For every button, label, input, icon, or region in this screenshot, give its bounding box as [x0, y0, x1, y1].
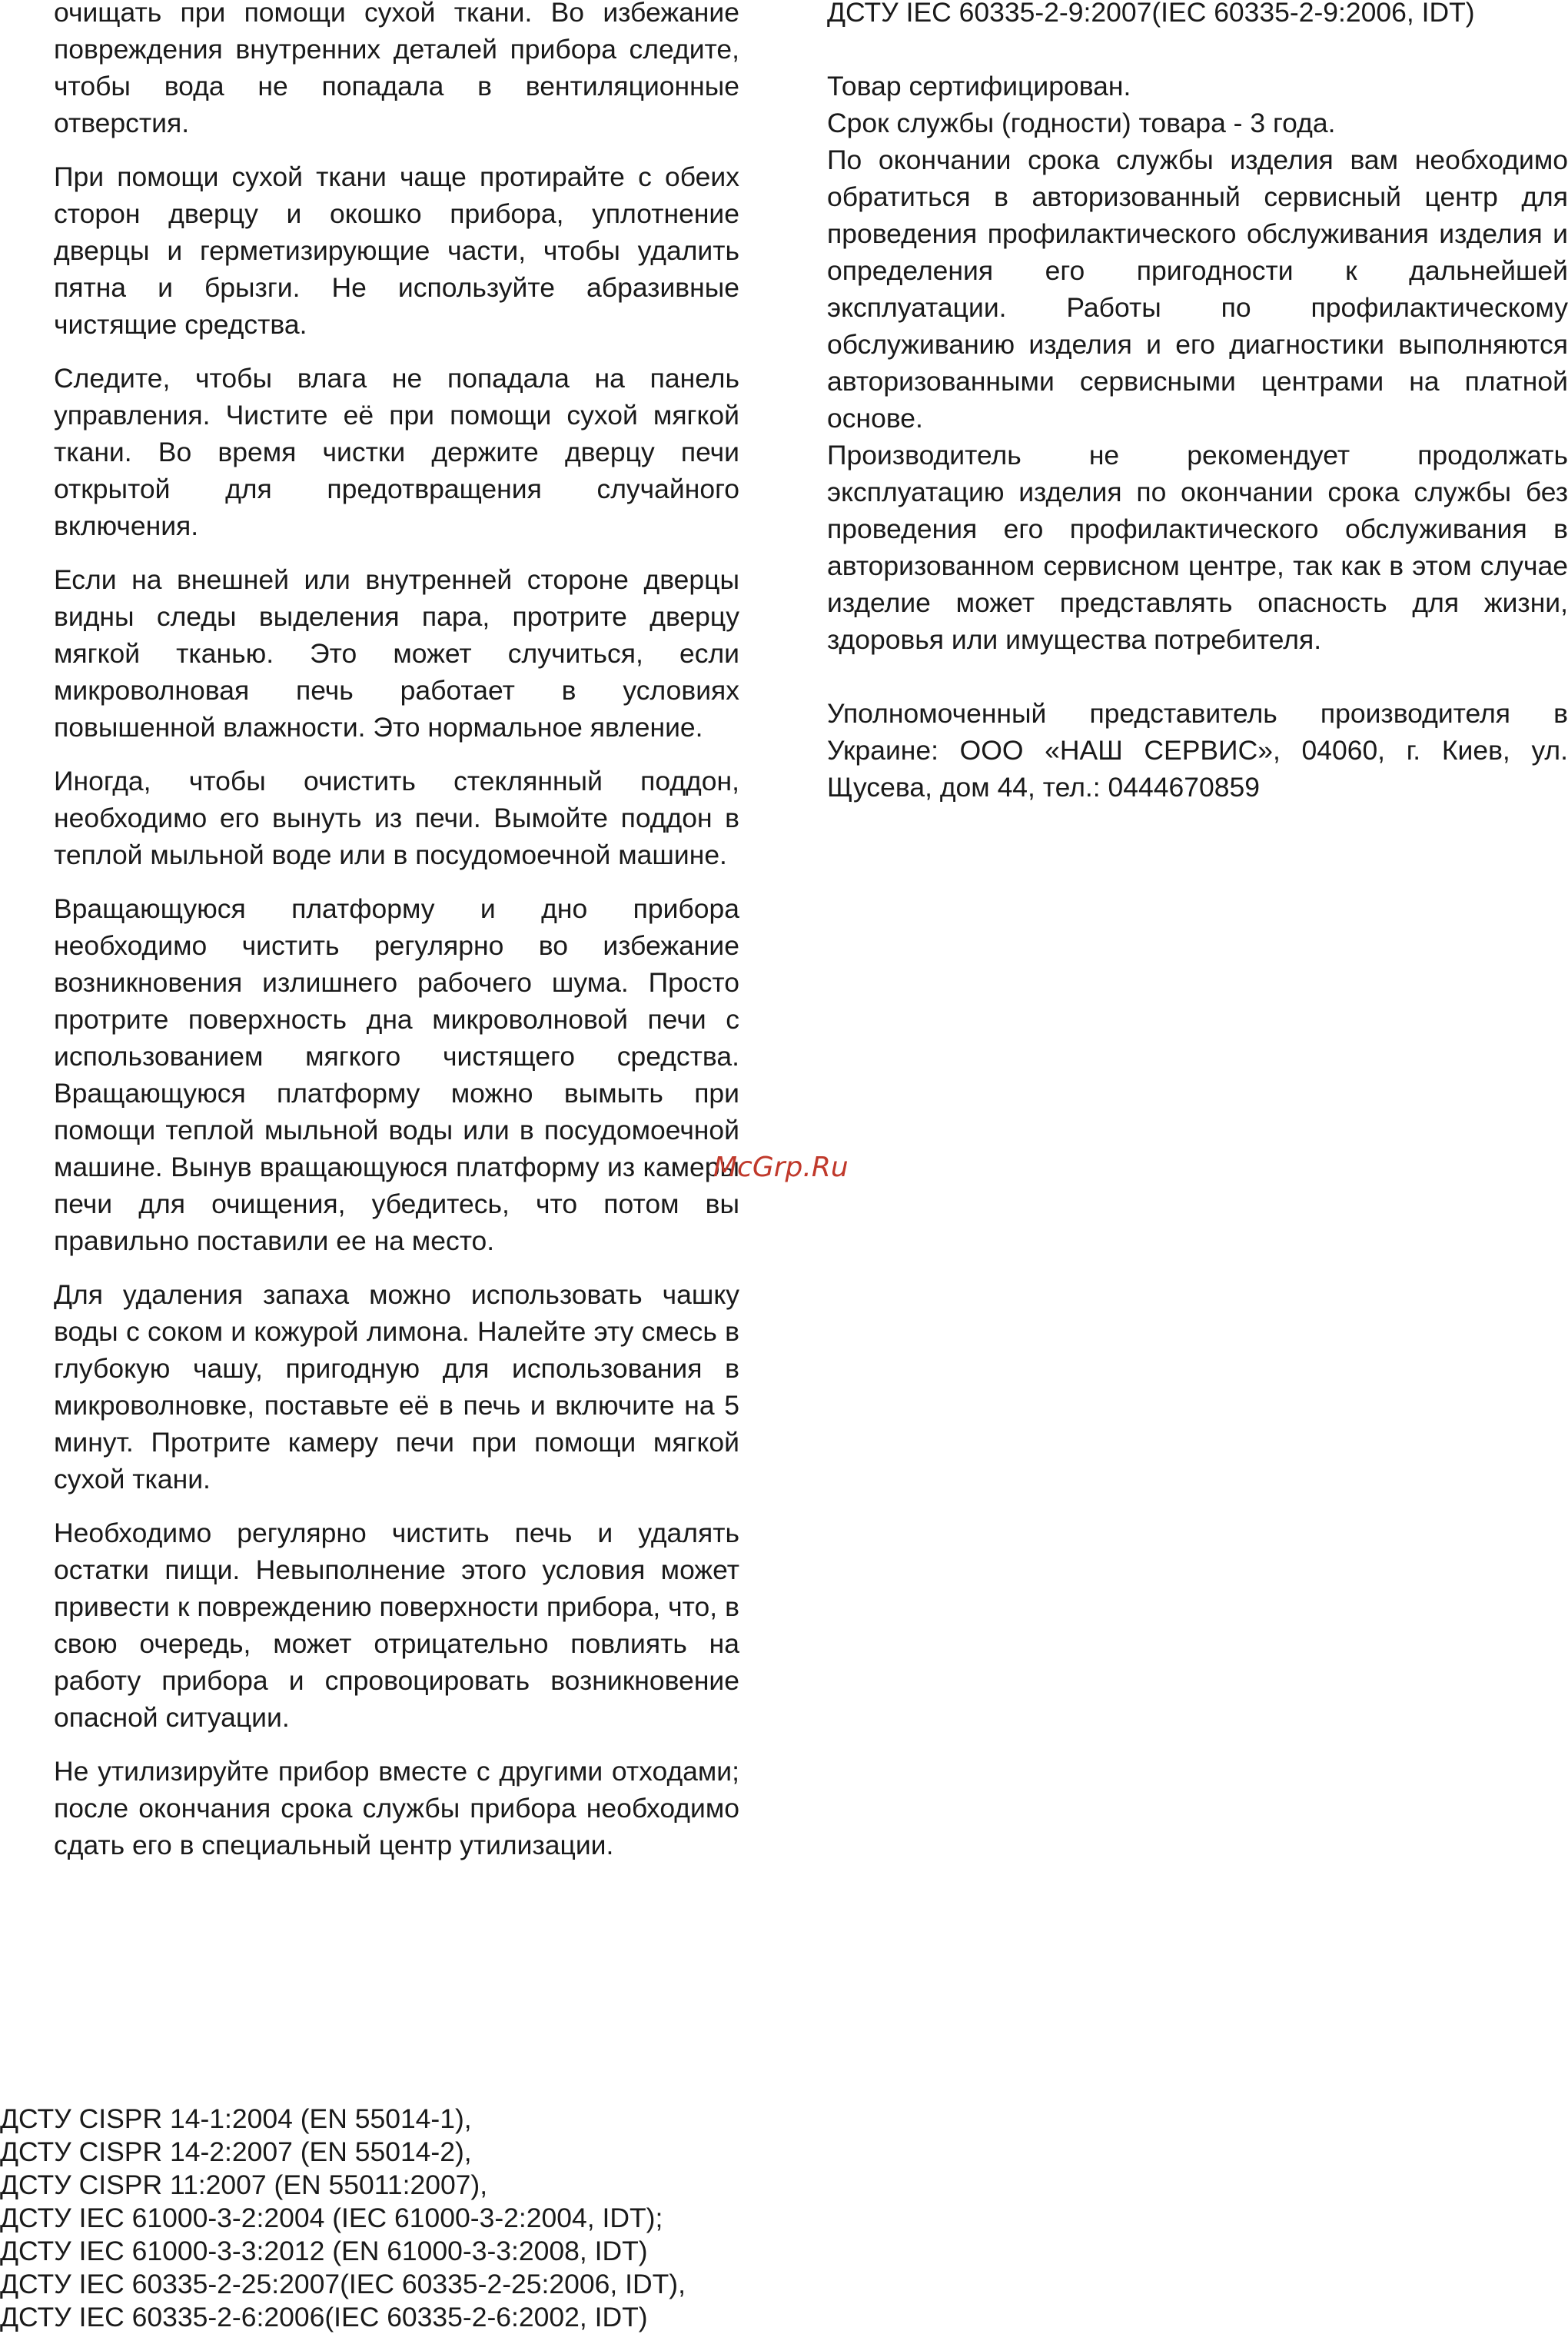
paragraph-manufacturer-warning: Производитель не рекомендует продолжать эксплуатацию изделия по окончании срока службы без проведения его профилактического обслуживания в авторизованном сервисном центре, так как в этом случае изделие может представлять опасность для жизни, здоровья или имущества потребителя.	[827, 440, 1568, 655]
spacer	[827, 31, 1568, 68]
left-text-column	[54, 0, 739, 1864]
standard-line-continued: ДСТУ IEC 60335-2-9:2007(IEC 60335-2-9:2006, IDT)	[827, 0, 1475, 28]
standards-list	[0, 2103, 769, 2334]
paragraph-glass-tray: Иногда, чтобы очистить стеклянный поддон, необходимо его вынуть из печи. Вымойте поддон в теплой мыльной воде или в посудомоечной машине.	[54, 766, 739, 870]
paragraph-after-service-life: По окончании срока службы изделия вам необходимо обратиться в авторизованный сервисный центр для проведения профилактического обслуживания изделия и определения его пригодности к дальнейшей эксплуатации. Работы по профилактическому обслуживанию изделия и его диагностики выполняются авторизованными сервисными центрами на платной основе.	[827, 145, 1568, 434]
service-life-text: Срок службы (годности) товара - 3 года.	[827, 108, 1336, 138]
standard-line: ДСТУ CISPR 14-2:2007 (EN 55014-2),	[0, 2136, 472, 2167]
watermark: McGrp.Ru	[713, 1152, 849, 1183]
certified-text: Товар сертифицирован.	[827, 71, 1131, 101]
paragraph-odor-removal: Для удаления запаха можно использовать чашку воды с соком и кожурой лимона. Налейте эту смесь в глубокую чашу, пригодную для использования в микроволновке, поставьте её в печь и включите на 5 минут. Протрите камеру печи при помощи мягкой сухой ткани.	[54, 1279, 739, 1494]
paragraph-turntable: Вращающуюся платформу и дно прибора необходимо чистить регулярно во избежание возникновения излишнего рабочего шума. Просто протрите поверхность дна микроволновой печи с использованием мягкого чистящего средства. Вращающуюся платформу можно вымыть при помощи теплой мыльной воды или в посудомоечной машине. Вынув вращающуюся платформу из камеры печи для очищения, убедитесь, что потом вы правильно поставили ее на место.	[54, 893, 739, 1256]
paragraph-steam-traces: Если на внешней или внутренней стороне дверцы видны следы выделения пара, протрите дверцу мягкой тканью. Это может случиться, если микроволновая печь работает в условиях повышенной влажности. Это нормальное явление.	[54, 564, 739, 743]
standard-line: ДСТУ IEC 61000-3-2:2004 (IEC 61000-3-2:2004, IDT);	[0, 2203, 663, 2233]
paragraph-representative: Уполномоченный представитель производителя в Украине: ООО «НАШ СЕРВИС», 04060, г. Киев, ул. Щусева, дом 44, тел.: 0444670859	[827, 698, 1568, 803]
standard-line: ДСТУ CISPR 11:2007 (EN 55011:2007),	[0, 2169, 488, 2200]
paragraph-cleaning-dry-cloth: очищать при помощи сухой ткани. Во избежание повреждения внутренних деталей прибора следите, чтобы вода не попадала в вентиляционные отверстия.	[54, 0, 739, 138]
paragraph-control-panel: Следите, чтобы влага не попадала на панель управления. Чистите её при помощи сухой мягкой ткани. Во время чистки держите дверцу печи открытой для предотвращения случайного включения.	[54, 363, 739, 541]
standard-line: ДСТУ IEC 61000-3-3:2012 (EN 61000-3-3:2008, IDT)	[0, 2236, 648, 2266]
standard-line: ДСТУ CISPR 14-1:2004 (EN 55014-1),	[0, 2103, 472, 2134]
paragraph-disposal: Не утилизируйте прибор вместе с другими отходами; после окончания срока службы прибора необходимо сдать его в специальный центр утилизации.	[54, 1756, 739, 1860]
standard-line: ДСТУ IEC 60335-2-6:2006(IEC 60335-2-6:2002, IDT)	[0, 2302, 648, 2332]
paragraph-door-window: При помощи сухой ткани чаще протирайте с обеих сторон дверцу и окошко прибора, уплотнение дверцы и герметизирующие части, чтобы удалить пятна и брызги. Не используйте абразивные чистящие средства.	[54, 161, 739, 340]
standard-line: ДСТУ IEC 60335-2-25:2007(IEC 60335-2-25:2006, IDT),	[0, 2269, 686, 2299]
right-text-column	[827, 0, 1568, 806]
paragraph-regular-cleaning: Необходимо регулярно чистить печь и удалять остатки пищи. Невыполнение этого условия может привести к повреждению поверхности прибора, что, в свою очередь, может отрицательно повлиять на работу прибора и спровоцировать возникновение опасной ситуации.	[54, 1518, 739, 1733]
spacer	[827, 658, 1568, 695]
